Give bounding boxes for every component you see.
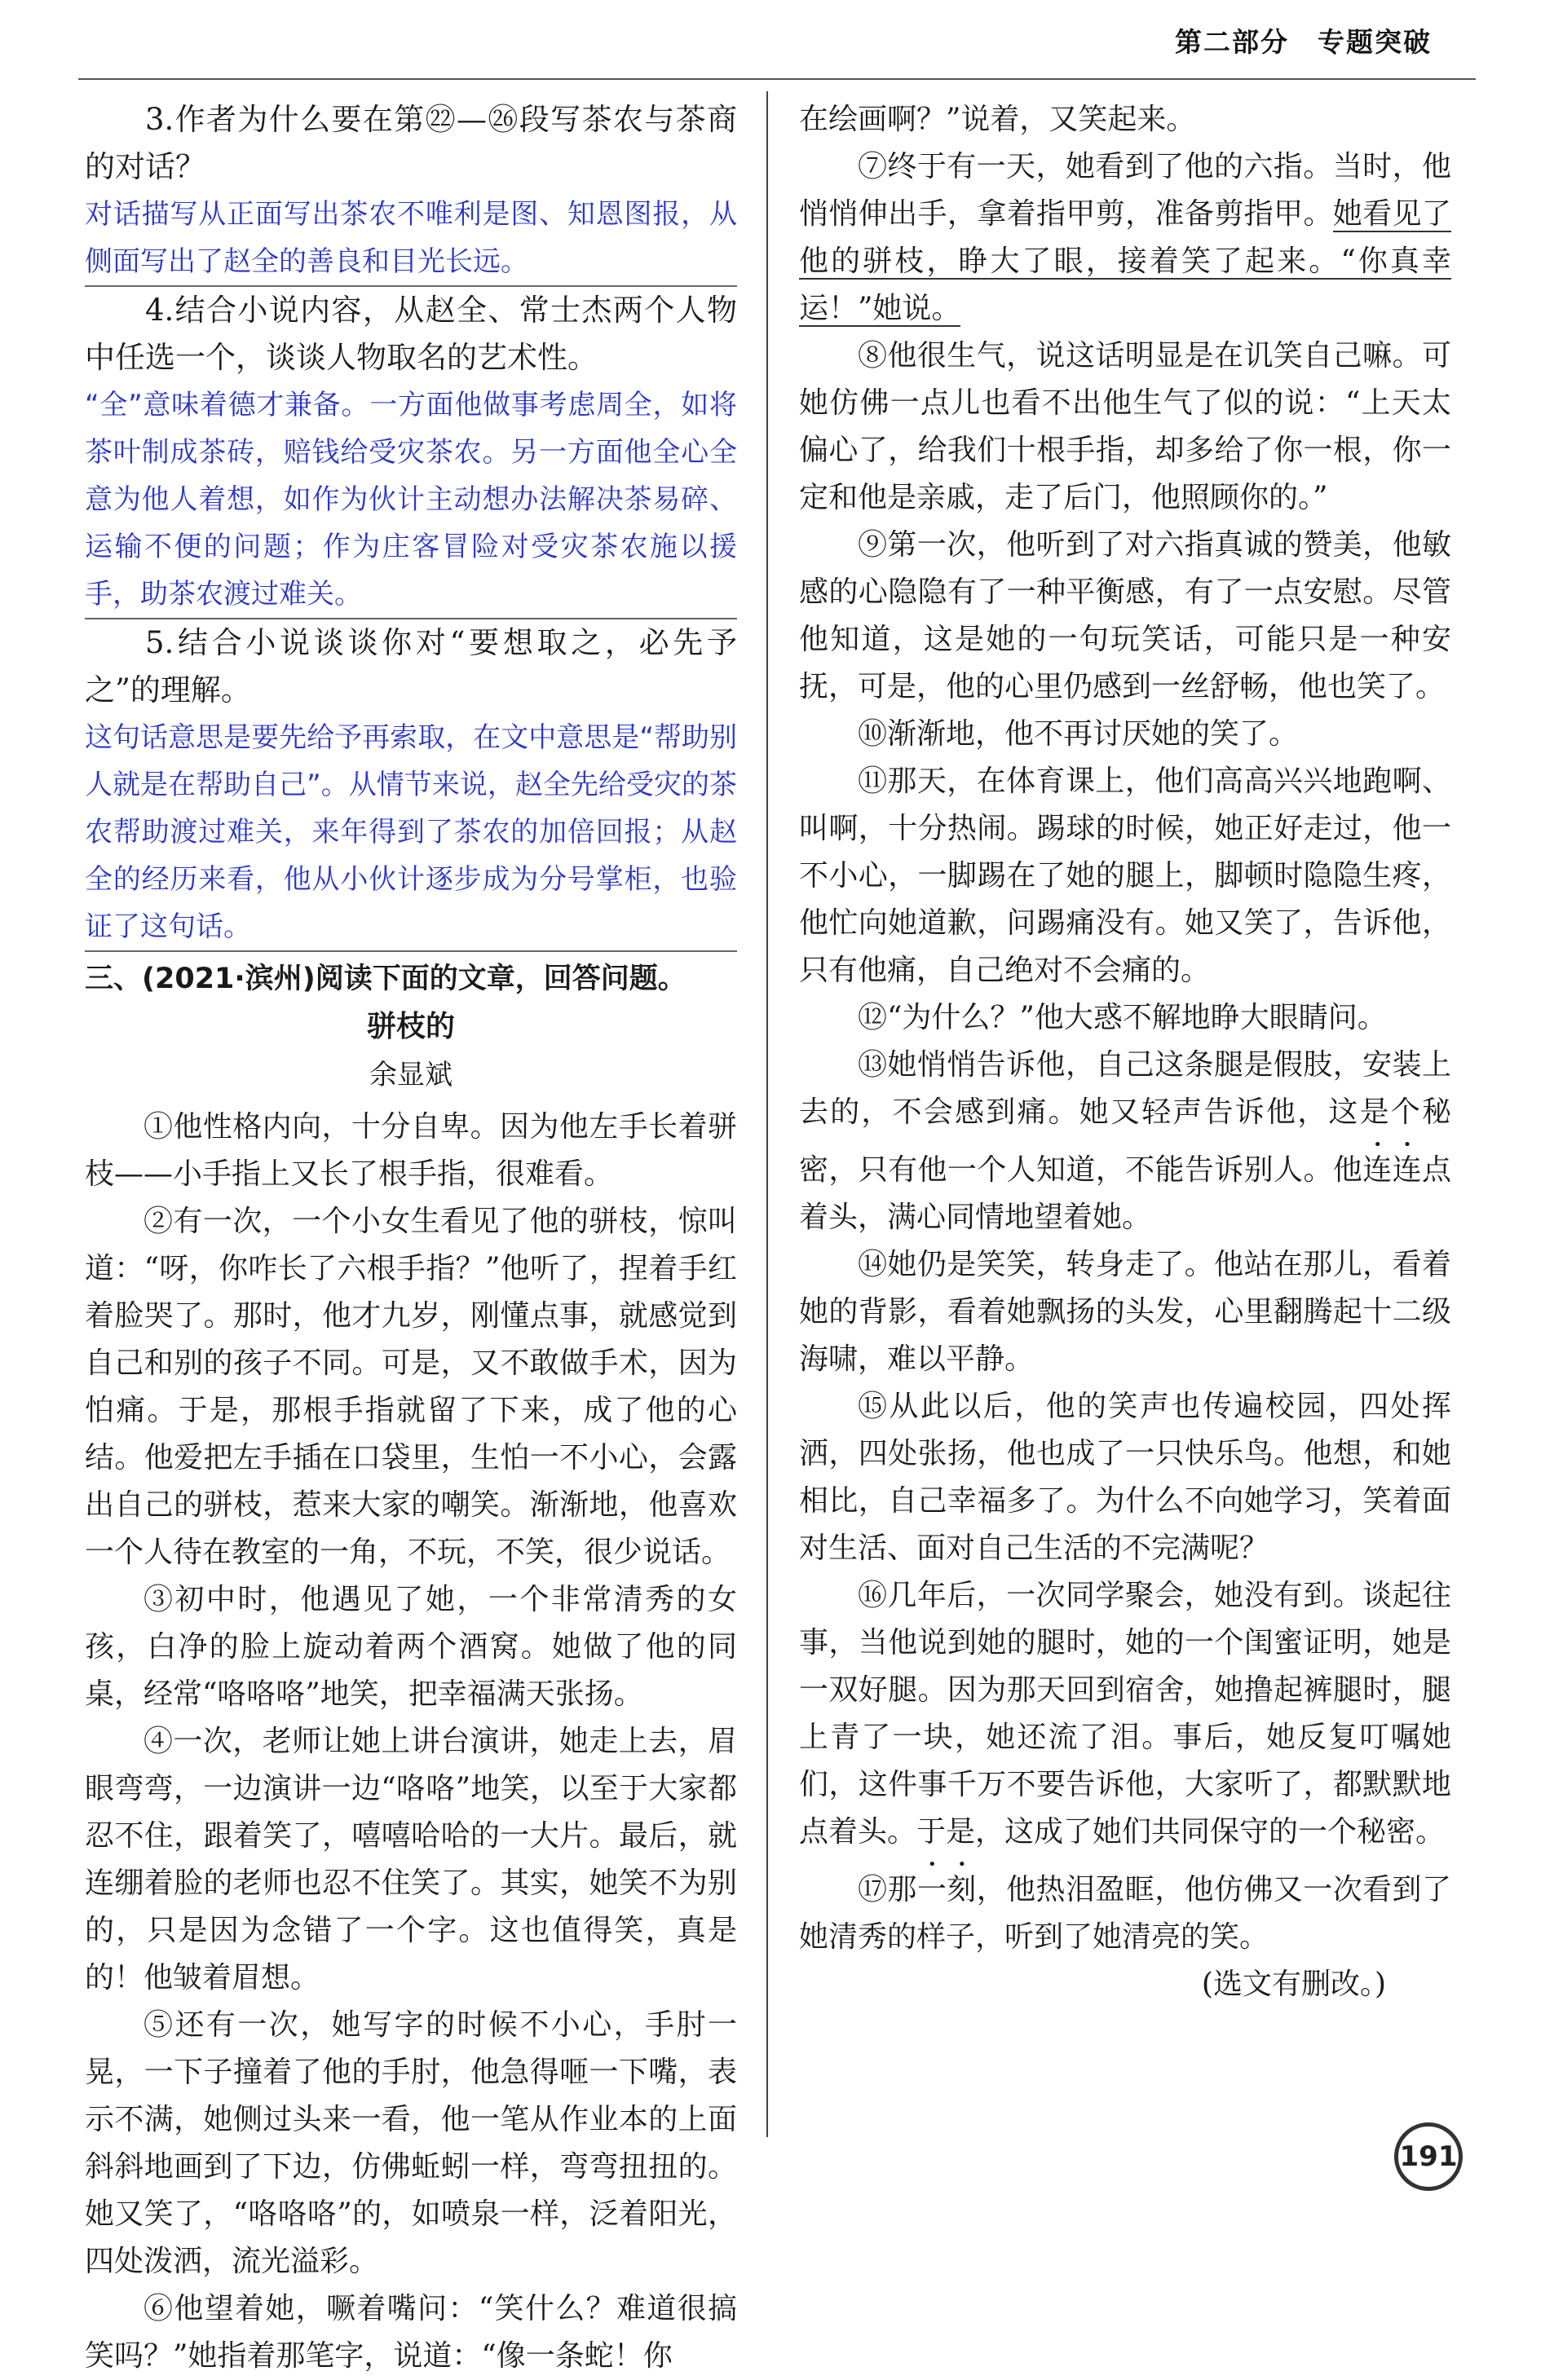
paragraph-7-text: ⑦终于有一天，她看到了他的六指。当时，他悄悄伸出手，拿着指甲剪，准备剪指甲。 [799,150,1451,231]
left-column [85,96,737,2380]
column-divider [766,91,768,2137]
question-5: 5.结合小说谈谈你对“要想取之，必先予之”的理解。 [85,625,737,707]
paragraph-6-continued: 在绘画啊？”说着，又笑起来。 [799,103,1196,136]
paragraph-11: ⑪那天，在体育课上，他们高高兴兴地跑啊、叫啊，十分热闹。踢球的时候，她正好走过，他一不小心，一脚踢在了她的腿上，脚顿时隐隐生疼，他忙向她道歉，问踢痛没有。她又笑了，告诉他，只有他痛，自己绝对不会痛的。 [799,765,1451,987]
paragraph-13-emphasis: 连连 [1362,1153,1422,1187]
question-4: 4.结合小说内容，从赵全、常士杰两个人物中任选一个，谈谈人物取名的艺术性。 [85,293,737,375]
answer-5: 这句话意思是要先给予再索取，在文中意思是“帮助别人就是在帮助自己”。从情节来说，赵全先给受灾的茶农帮助渡过难关，来年得到了茶农的加倍回报；从赵全的经历来看，他从小伙计逐步成为分号掌柜，也验证了这句话。 [85,714,737,952]
paragraph-7-underlined: 她看见了他的骈枝，睁大了眼，接着笑了起来。“你真幸运！”她说。 [799,197,1451,325]
paragraph-2: ②有一次，一个小女生看见了他的骈枝，惊叫道：“呀，你咋长了六根手指？”他听了，捏着手红着脸哭了。那时，他才九岁，刚懂点事，就感觉到自己和别的孩子不同。可是，又不敢做手术，因为怕痛。于是，那根手指就留了下来，成了他的心结。他爱把左手插在口袋里，生怕一不小心，会露出自己的骈枝，惹来大家的嘲笑。渐渐地，他喜欢一个人待在教室的一角，不玩，不笑，很少说话。 [85,1205,737,1569]
paragraph-6: ⑥他望着她，噘着嘴问：“笑什么？难道很搞笑吗？”她指着那笔字，说道：“像一条蛇！你 [85,2292,737,2373]
article-author: 余显斌 [369,1059,453,1091]
page-number: 191 [1394,2122,1463,2191]
paragraph-17 [799,1856,1451,1961]
paragraph-13 [799,1042,1451,1241]
paragraph-13-text-b: 点着头，满心同情地望着她。 [799,1153,1451,1234]
section-title: 三、(2021·滨州)阅读下面的文章，回答问题。 [85,963,686,995]
header-title: 第二部分 专题突破 [1175,26,1432,58]
answer-3: 对话描写从正面写出茶农不唯利是图、知恩图报，从侧面写出了赵全的善良和目光长远。 [85,191,737,287]
paragraph-7 [799,143,1451,333]
answer-4: “全”意味着德才兼备。一方面他做事考虑周全，如将茶叶制成茶砖，赔钱给受灾茶农。另一方面他全心全意为他人着想，如作为伙计主动想办法解决茶易碎、运输不便的问题；作为庄客冒险对受灾茶农施以援手，助茶农渡过难关。 [85,381,737,619]
paragraph-12: ⑫“为什么？”他大惑不解地睁大眼睛问。 [858,1001,1387,1034]
paragraph-4: ④一次，老师让她上讲台演讲，她走上去，眉眼弯弯，一边演讲一边“咯咯”地笑，以至于大家都忍不住，跟着笑了，嘻嘻哈哈的一大片。最后，就连绷着脸的老师也忍不住笑了。其实，她笑不为别的，只是因为念错了一个字。这也值得笑，真是的！他皱着眉想。 [85,1725,737,1994]
header-rule [78,78,1476,80]
paragraph-16: ⑯几年后，一次同学聚会，她没有到。谈起往事，当他说到她的腿时，她的一个闺蜜证明，她是一双好腿。因为那天回到宿舍，她撸起裤腿时，腿上青了一块，她还流了泪。事后，她反复叮嘱她们，这件事千万不要告诉他，大家听了，都默默地点着头。于是，这成了她们共同保守的一个秘密。 [799,1579,1451,1849]
paragraph-17-text-a: ⑰那 [858,1873,917,1906]
question-3: 3.作者为什么要在第㉒—㉖段写茶农与茶商的对话？ [85,102,737,184]
paragraph-8: ⑧他很生气，说这话明显是在讥笑自己嘛。可她仿佛一点儿也看不出他生气了似的说：“上天太偏心了，给我们十根手指，却多给了你一根，你一定和他是亲戚，走了后门，他照顾你的。” [799,339,1451,514]
right-column [799,96,1451,2008]
paragraph-13-text-a: ⑬她悄悄告诉他，自己这条腿是假肢，安装上去的，不会感到痛。她又轻声告诉他，这是个秘密，只有他一个人知道，不能告诉别人。他 [799,1048,1451,1187]
paragraph-14: ⑭她仍是笑笑，转身走了。他站在那儿，看着她的背影，看着她飘扬的头发，心里翻腾起十二级海啸，难以平静。 [799,1248,1451,1376]
paragraph-10: ⑩渐渐地，他不再讨厌她的笑了。 [858,717,1299,751]
article-title: 骈枝的 [366,1010,455,1043]
paragraph-5: ⑤还有一次，她写字的时候不小心，手肘一晃，一下子撞着了他的手肘，他急得咂一下嘴，表示不满，她侧过头来一看，他一笔从作业本的上面斜斜地画到了下边，仿佛蚯蚓一样，弯弯扭扭的。她又笑了，“咯咯咯”的，如喷泉一样，泛着阳光，四处泼洒，流光溢彩。 [85,2008,737,2278]
paragraph-9: ⑨第一次，他听到了对六指真诚的赞美，他敏感的心隐隐有了一种平衡感，有了一点安慰。尽管他知道，这是她的一句玩笑话，可能只是一种安抚，可是，他的心里仍感到一丝舒畅，他也笑了。 [799,528,1451,703]
paragraph-3: ③初中时，他遇见了她，一个非常清秀的女孩，白净的脸上旋动着两个酒窝。她做了他的同桌，经常“咯咯咯”地笑，把幸福满天张扬。 [85,1583,737,1711]
paragraph-17-text-b: ，他热泪盈眶，他仿佛又一次看到了她清秀的样子，听到了她清亮的笑。 [799,1873,1451,1954]
paragraph-15: ⑮从此以后，他的笑声也传遍校园，四处挥洒，四处张扬，他也成了一只快乐鸟。他想，和她相比，自己幸福多了。为什么不向她学习，笑着面对生活、面对自己生活的不完满呢？ [799,1390,1451,1565]
paragraph-17-emphasis: 一刻 [916,1873,977,1906]
paragraph-1: ①他性格内向，十分自卑。因为他左手长着骈枝——小手指上又长了根手指，很难看。 [85,1110,737,1191]
source-note: (选文有删改。) [1201,1968,1386,2001]
